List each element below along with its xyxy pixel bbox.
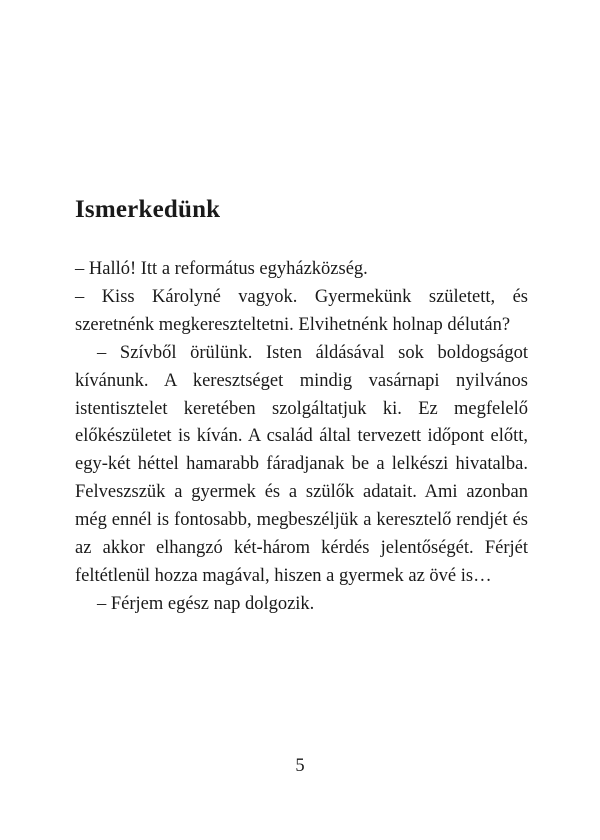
dialogue-line: – Szívből örülünk. Isten áldásával sok boldogságot kívánunk. A keresztséget mindig vasárnapi nyilvános istentisztelet keretében szolgáltatjuk ki. Ez megfelelő előkészületet is kíván. A család által tervezett időpont előtt, egy-két héttel hamarabb fáradjanak be a lelkészi hivatalba. Felveszszük a gyermek és a szülők adatait. Ami azonban még ennél is fontosabb, megbeszéljük a keresztelő rendjét és az akkor elhangzó két-három kérdés jelentőségét. Férjét feltétlenül hozza magával, hiszen a gyermek az övé is… (75, 342, 528, 586)
page-number: 5 (295, 756, 305, 776)
chapter-title: Ismerkedünk (75, 196, 221, 223)
dialogue-line: – Férjem egész nap dolgozik. (97, 593, 315, 614)
dialogue-line: – Kiss Károlyné vagyok. Gyermekünk született, és szeretnénk megkereszteltetni. Elvihetnénk holnap délután? (75, 286, 528, 335)
body-text (75, 256, 528, 619)
dialogue-line: – Halló! Itt a református egyházközség. (75, 259, 368, 279)
